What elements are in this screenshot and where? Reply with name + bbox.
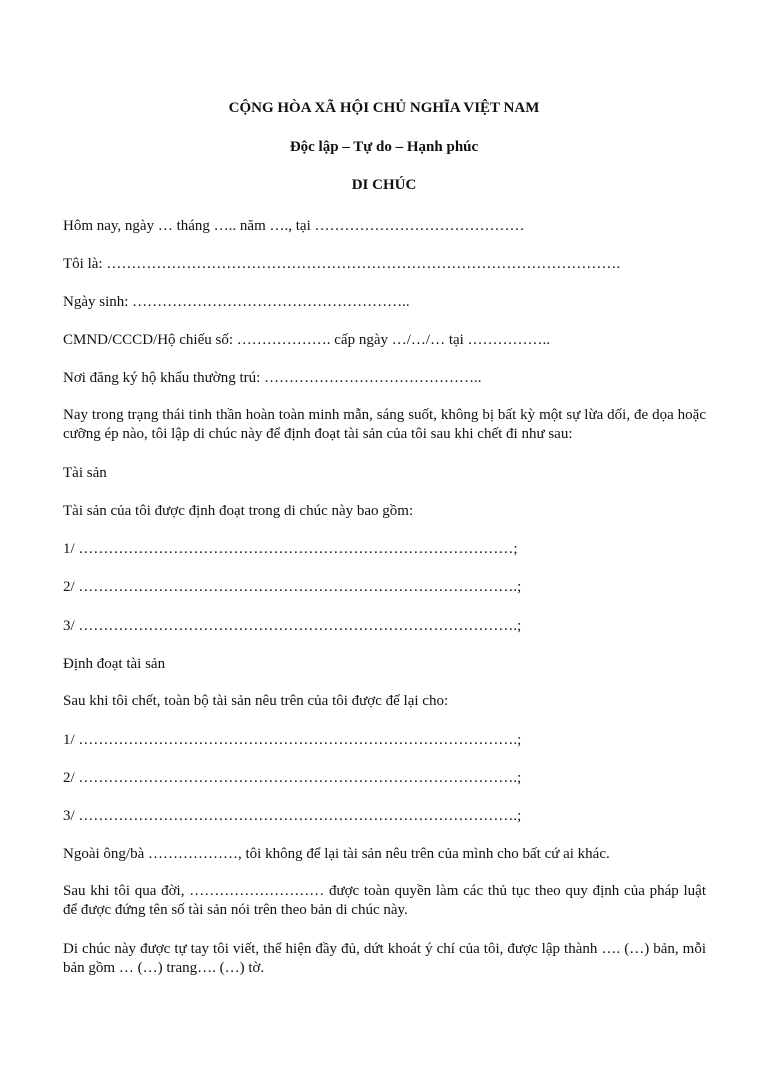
assets-intro: Tài sản của tôi được định đoạt trong di chúc này bao gồm: <box>63 503 414 519</box>
heir-item: 1/ …………………………………………………………………………….; <box>63 732 522 748</box>
name-line: Tôi là: …………………………………………………………………………………………. <box>63 256 621 272</box>
disposition-intro: Sau khi tôi chết, toàn bộ tài sản nêu trên của tôi được để lại cho: <box>63 693 449 709</box>
dob-line: Ngày sinh: ……………………………………………….. <box>63 294 410 310</box>
declaration-paragraph: Nay trong trạng thái tinh thần hoàn toàn minh mẫn, sáng suốt, không bị bất kỳ một sự lừa dối, đe dọa hoặc cưỡng ép nào, tôi lập di chúc này để định đoạt tài sản của tôi sau khi chết đi như sau: <box>63 407 706 442</box>
heir-item: 2/ …………………………………………………………………………….; <box>63 770 522 786</box>
asset-item: 2/ …………………………………………………………………………….; <box>63 579 522 595</box>
disposition-heading: Định đoạt tài sản <box>63 656 166 672</box>
document-title: DI CHÚC <box>351 177 417 193</box>
assets-heading: Tài sản <box>63 465 107 481</box>
nation-title: CỘNG HÒA XÃ HỘI CHỦ NGHĨA VIỆT NAM <box>228 100 540 116</box>
heir-item: 3/ …………………………………………………………………………….; <box>63 808 522 824</box>
exclusion-line: Ngoài ông/bà ………………, tôi không để lại tài sản nêu trên của mình cho bất cứ ai khác. <box>63 846 610 862</box>
date-line: Hôm nay, ngày … tháng ….. năm …., tại …………………………………… <box>63 218 525 234</box>
asset-item: 3/ …………………………………………………………………………….; <box>63 618 522 634</box>
motto: Độc lập – Tự do – Hạnh phúc <box>289 139 479 155</box>
executor-paragraph: Sau khi tôi qua đời, ……………………… được toàn quyền làm các thủ tục theo quy định của pháp luật để được đứng tên số tài sản nói trên theo bản di chúc này. <box>63 883 706 918</box>
asset-item: 1/ ……………………………………………………………………………; <box>63 541 518 557</box>
residence-line: Nơi đăng ký hộ khẩu thường trú: …………………………………….. <box>63 370 482 386</box>
copies-paragraph: Di chúc này được tự tay tôi viết, thể hiện đầy đủ, dứt khoát ý chí của tôi, được lập thành …. (…) bản, mỗi bản gồm … (…) trang…. (…) tờ. <box>63 941 706 976</box>
id-line: CMND/CCCD/Hộ chiếu số: ………………. cấp ngày …/…/… tại …………….. <box>63 332 551 348</box>
